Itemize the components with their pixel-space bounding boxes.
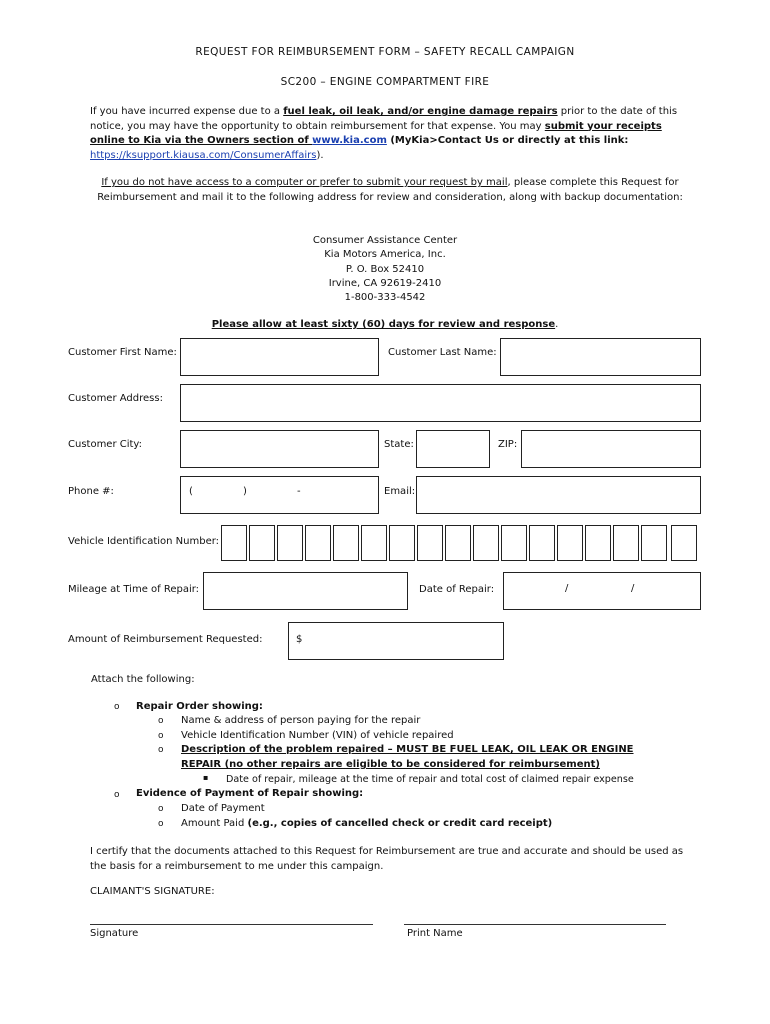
form-title: REQUEST FOR REIMBURSEMENT FORM – SAFETY RECALL CAMPAIGN <box>195 46 575 58</box>
review-notice <box>0 319 770 330</box>
review-notice-period: . <box>555 319 559 330</box>
amount-field[interactable] <box>288 622 504 660</box>
amount-label: Amount of Reimbursement Requested: <box>68 634 263 645</box>
vin-char-box[interactable] <box>585 525 611 561</box>
email-field[interactable] <box>416 476 701 514</box>
review-notice-text: Please allow at least sixty (60) days for review and response <box>211 319 556 330</box>
attach-heading: Attach the following: <box>91 674 195 685</box>
repair-order-subitem: Date of repair, mileage at the time of repair and total cost of claimed repair expense <box>226 774 634 785</box>
address-line-4: Irvine, CA 92619-2410 <box>328 277 442 289</box>
print-name-label: Print Name <box>407 928 463 939</box>
phone-dash: - <box>297 486 301 497</box>
zip-field[interactable] <box>521 430 701 468</box>
last-name-field[interactable] <box>500 338 701 376</box>
vin-char-box[interactable] <box>389 525 415 561</box>
vin-char-box[interactable] <box>277 525 303 561</box>
print-name-line[interactable] <box>404 924 666 925</box>
address-label: Customer Address: <box>68 393 163 404</box>
vin-char-box[interactable] <box>333 525 359 561</box>
address-field[interactable] <box>180 384 701 422</box>
email-label: Email: <box>384 486 416 497</box>
bullet-square: ▪ <box>203 773 209 782</box>
vin-char-box[interactable] <box>671 525 697 561</box>
mail-text-underlined: If you do not have access to a computer or prefer to submit your request by mail <box>101 177 508 188</box>
bullet-circle: o <box>114 702 120 712</box>
date-separator-2: / <box>631 583 635 594</box>
mail-paragraph <box>90 176 690 205</box>
vin-char-box[interactable] <box>305 525 331 561</box>
vin-char-box[interactable] <box>641 525 667 561</box>
bullet-circle: o <box>158 731 164 741</box>
form-subtitle: SC200 – ENGINE COMPARTMENT FIRE <box>280 76 490 88</box>
vin-char-box[interactable] <box>221 525 247 561</box>
mailing-address <box>0 234 770 305</box>
city-label: Customer City: <box>68 439 142 450</box>
payment-item-1: Date of Payment <box>181 803 265 814</box>
bullet-circle: o <box>158 819 164 829</box>
signature-label: Signature <box>90 928 139 939</box>
intro-text-1: If you have incurred expense due to a <box>90 106 284 117</box>
intro-repairs-emphasis: fuel leak, oil leak, and/or engine damage repairs <box>283 106 558 117</box>
vin-char-box[interactable] <box>557 525 583 561</box>
dollar-sign: $ <box>296 634 303 645</box>
kia-website-link[interactable]: www.kia.com <box>312 135 387 146</box>
vin-char-box[interactable] <box>613 525 639 561</box>
consumer-affairs-link[interactable]: https://ksupport.kiausa.com/ConsumerAffairs <box>90 149 317 161</box>
address-line-2: Kia Motors America, Inc. <box>324 249 446 261</box>
payment-heading: Evidence of Payment of Repair showing: <box>136 788 364 799</box>
last-name-label: Customer Last Name: <box>388 347 497 358</box>
repair-order-item-3b: REPAIR (no other repairs are eligible to be considered for reimbursement) <box>181 759 600 770</box>
payment-item-2-text: Amount Paid <box>181 818 248 829</box>
phone-label: Phone #: <box>68 486 114 497</box>
certification-text: I certify that the documents attached to this Request for Reimbursement are true and accurate and should be used as the basis for a reimbursement to me under this campaign. <box>90 846 684 872</box>
phone-field[interactable] <box>180 476 379 514</box>
repair-order-heading: Repair Order showing: <box>136 701 263 712</box>
payment-item-2 <box>181 818 552 829</box>
intro-text-end: ). <box>316 149 324 161</box>
first-name-label: Customer First Name: <box>68 347 177 358</box>
bullet-circle: o <box>158 804 164 814</box>
repair-order-item-2: Vehicle Identification Number (VIN) of vehicle repaired <box>181 730 454 741</box>
address-line-1: Consumer Assistance Center <box>312 235 458 246</box>
address-line-3: P. O. Box 52410 <box>345 263 425 275</box>
bullet-circle: o <box>158 745 164 755</box>
intro-text-3: prior to the date of this notice, you may have the opportunity to obtain reimbursement for that expense. You may <box>90 106 678 132</box>
vin-char-box[interactable] <box>529 525 555 561</box>
first-name-field[interactable] <box>180 338 379 376</box>
date-repair-label: Date of Repair: <box>419 584 495 595</box>
date-separator-1: / <box>565 583 569 594</box>
mileage-label: Mileage at Time of Repair: <box>68 584 200 595</box>
date-repair-field[interactable] <box>503 572 701 610</box>
zip-label: ZIP: <box>498 439 518 450</box>
intro-mykia-text: (MyKia>Contact Us or directly at this link: <box>386 135 629 146</box>
vin-label: Vehicle Identification Number: <box>68 536 220 547</box>
mail-text-rest: , please complete this Request for Reimbursement and mail it to the following address for review and consideration, along with backup documentation: <box>97 177 683 203</box>
phone-area-close: ) <box>243 486 247 497</box>
city-field[interactable] <box>180 430 379 468</box>
phone-area-open: ( <box>189 486 193 497</box>
vin-char-box[interactable] <box>501 525 527 561</box>
signature-heading: CLAIMANT'S SIGNATURE: <box>90 886 215 897</box>
vin-char-box[interactable] <box>361 525 387 561</box>
bullet-circle: o <box>158 716 164 726</box>
intro-paragraph <box>90 105 690 163</box>
address-line-5: 1-800-333-4542 <box>344 292 426 304</box>
vin-char-box[interactable] <box>249 525 275 561</box>
payment-item-2-examples: (e.g., copies of cancelled check or credit card receipt) <box>247 818 553 829</box>
repair-order-item-1: Name & address of person paying for the repair <box>181 715 421 726</box>
vin-char-box[interactable] <box>445 525 471 561</box>
bullet-circle: o <box>114 790 120 800</box>
vin-char-box[interactable] <box>473 525 499 561</box>
intro-submit-online: submit your receipts online to Kia via the Owners section of <box>90 120 662 146</box>
repair-order-item-3a: Description of the problem repaired – MUST BE FUEL LEAK, OIL LEAK OR ENGINE <box>181 744 634 755</box>
state-field[interactable] <box>416 430 490 468</box>
signature-line[interactable] <box>90 924 373 925</box>
state-label: State: <box>384 439 414 450</box>
mileage-field[interactable] <box>203 572 408 610</box>
vin-char-box[interactable] <box>417 525 443 561</box>
